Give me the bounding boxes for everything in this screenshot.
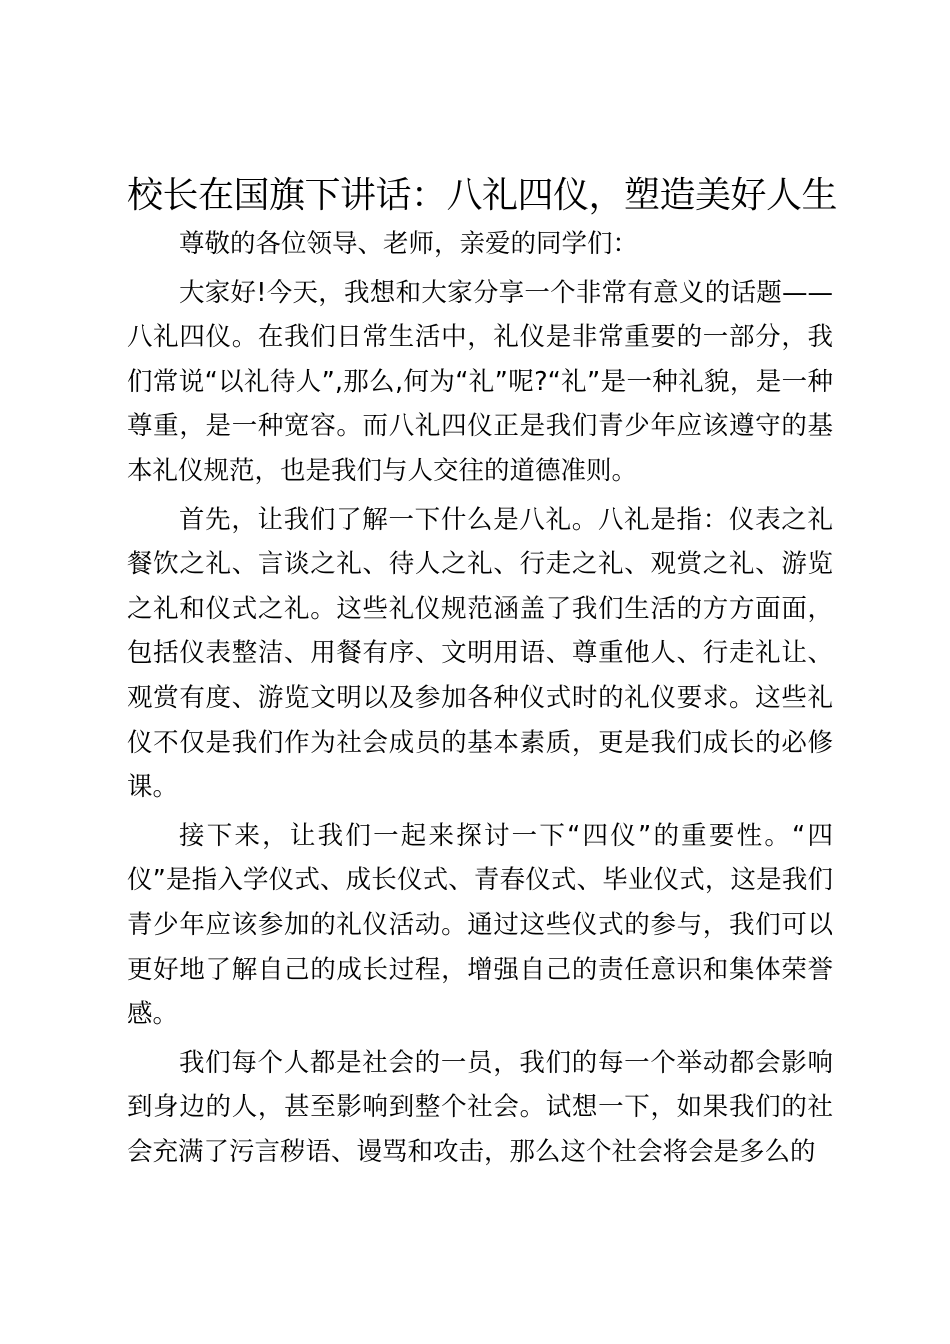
paragraph-intro: 大家好!今天，我想和大家分享一个非常有意义的话题——八礼四仪。在我们日常生活中，礼仪是非常重要的一部分，我们常说“以礼待人”,那么,何为“礼”呢?“礼”是一种礼貌，是一种尊重，是一种宽容。而八礼四仪正是我们青少年应该遵守的基本礼仪规范，也是我们与人交往的道德准则。 (127, 277, 833, 486)
paragraph-society: 我们每个人都是社会的一员，我们的每一个举动都会影响到身边的人，甚至影响到整个社会。试想一下，如果我们的社会充满了污言秽语、谩骂和攻击，那么这个社会将会是多么的 (127, 1047, 833, 1167)
paragraph-four-ceremonies: 接下来，让我们一起来探讨一下“四仪”的重要性。“四仪”是指入学仪式、成长仪式、青春仪式、毕业仪式，这是我们青少年应该参加的礼仪活动。通过这些仪式的参与，我们可以更好地了解自己的成长过程，增强自己的责任意识和集体荣誉感。 (127, 820, 833, 1030)
paragraph-eight-etiquettes: 首先，让我们了解一下什么是八礼。八礼是指：仪表之礼餐饮之礼、言谈之礼、待人之礼、行走之礼、观赏之礼、游览之礼和仪式之礼。这些礼仪规范涵盖了我们生活的方方面面，包括仪表整洁、用餐有序、文明用语、尊重他人、行走礼让、观赏有度、游览文明以及参加各种仪式时的礼仪要求。这些礼仪不仅是我们作为社会成员的基本素质，更是我们成长的必修课。 (127, 504, 833, 803)
paragraph-greeting: 尊敬的各位领导、老师，亲爱的同学们： (179, 229, 639, 259)
document-title: 校长在国旗下讲话：八礼四仪，塑造美好人生 (127, 175, 838, 216)
document-page (127, 174, 838, 1178)
